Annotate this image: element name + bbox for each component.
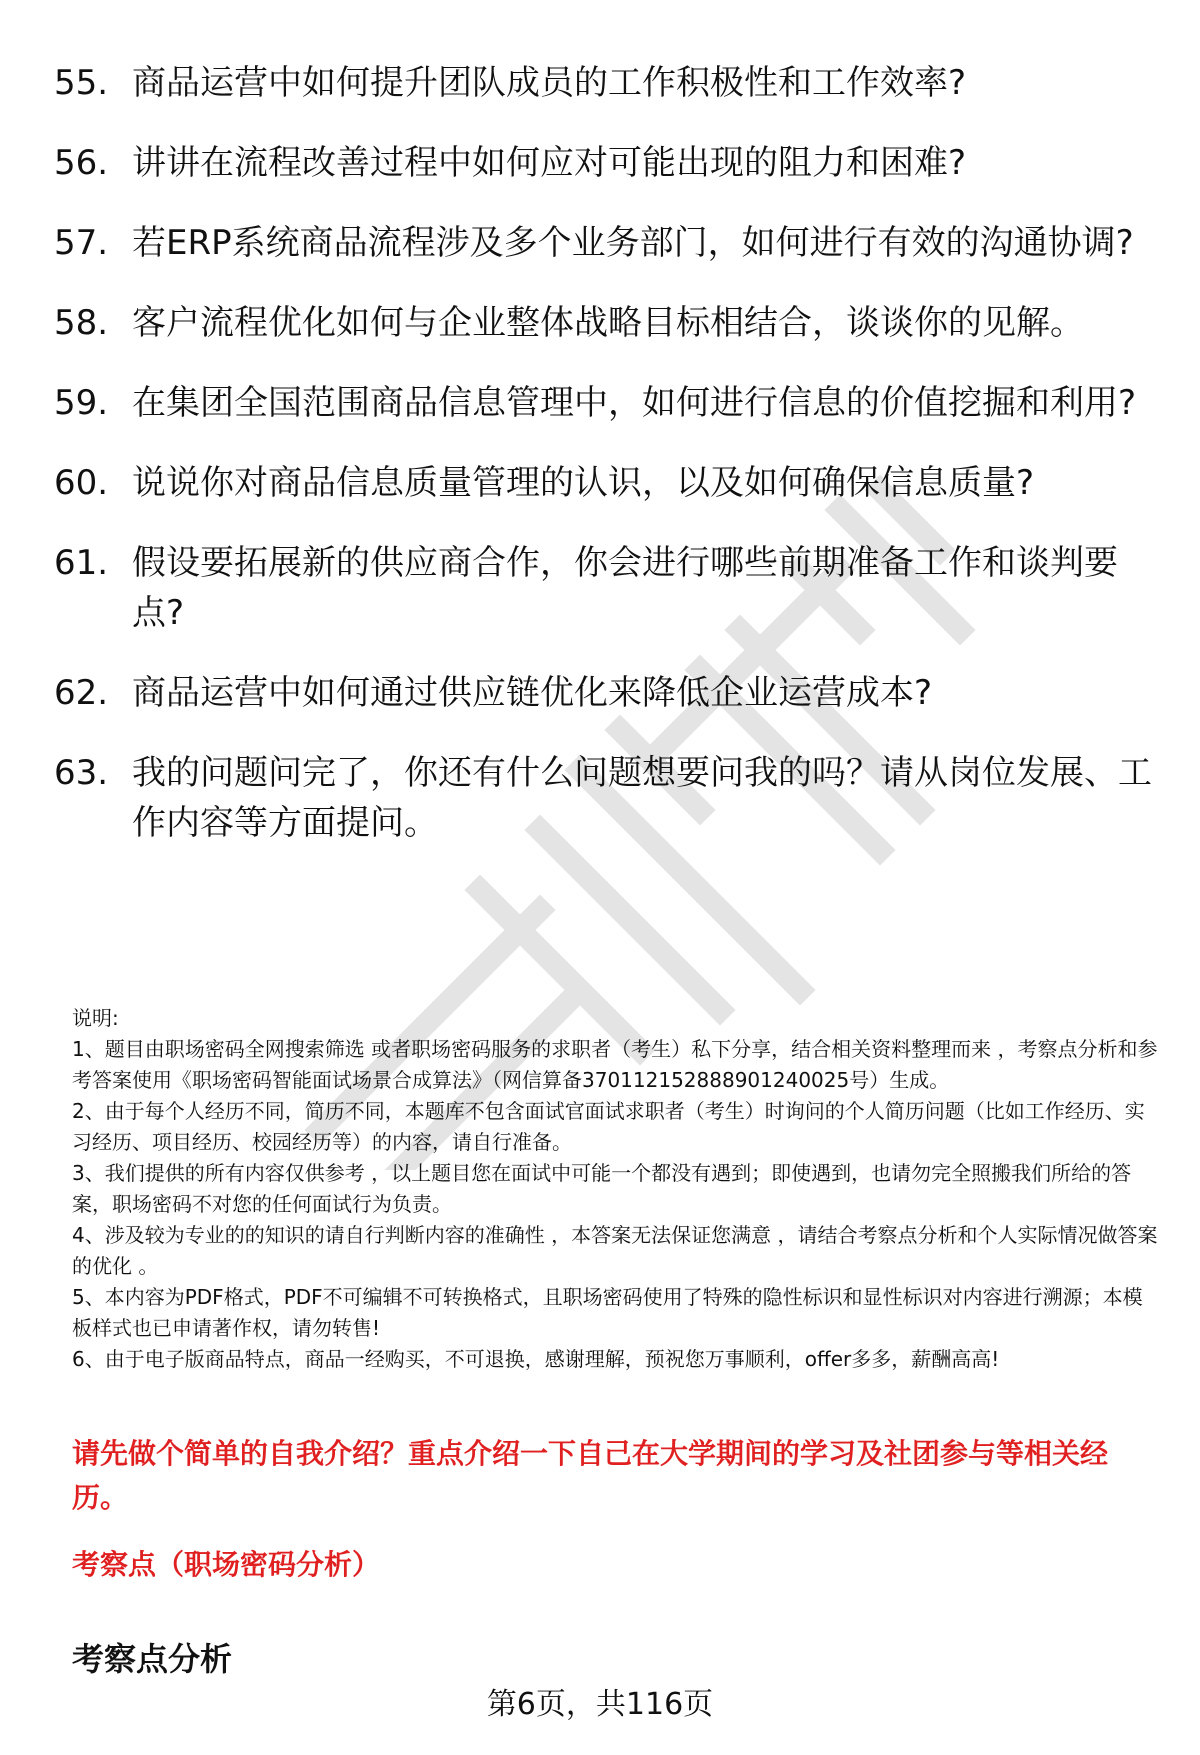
disclaimer-notes	[72, 1003, 1162, 1375]
note-item: 3、我们提供的所有内容仅供参考 ，以上题目您在面试中可能一个都没有遇到；即使遇到，也请勿完全照搬我们所给的答案，职场密码不对您的任何面试行为负责。	[72, 1161, 1132, 1216]
question-number: 59.	[54, 383, 109, 423]
notes-heading: 说明:	[72, 1006, 119, 1030]
question-number: 63.	[54, 753, 109, 793]
question-text: 我的问题问完了，你还有什么问题想要问我的吗？请从岗位发展、工作内容等方面提问。	[132, 753, 1152, 843]
question-number: 61.	[54, 543, 109, 583]
question-text: 客户流程优化如何与企业整体战略目标相结合，谈谈你的见解。	[132, 303, 1084, 343]
note-item: 4、涉及较为专业的的知识的请自行判断内容的准确性 ，本答案无法保证您满意 ，请结合考察点分析和个人实际情况做答案的优化 。	[72, 1223, 1158, 1278]
highlighted-question: 请先做个简单的自我介绍？重点介绍一下自己在大学期间的学习及社团参与等相关经历。	[72, 1437, 1109, 1514]
question-number: 60.	[54, 463, 109, 503]
question-text: 若ERP系统商品流程涉及多个业务部门，如何进行有效的沟通协调?	[132, 223, 1134, 263]
question-item	[54, 218, 1154, 268]
question-text: 商品运营中如何通过供应链优化来降低企业运营成本?	[132, 673, 933, 713]
question-item	[54, 458, 1154, 508]
question-item	[54, 138, 1154, 188]
question-text: 假设要拓展新的供应商合作，你会进行哪些前期准备工作和谈判要点?	[132, 543, 1118, 633]
question-number: 62.	[54, 673, 109, 713]
question-number: 57.	[54, 223, 109, 263]
question-text: 讲讲在流程改善过程中如何应对可能出现的阻力和困难?	[132, 143, 967, 183]
question-number: 56.	[54, 143, 109, 183]
question-item	[54, 538, 1154, 638]
question-list	[54, 58, 1154, 878]
question-text: 说说你对商品信息质量管理的认识，以及如何确保信息质量?	[132, 463, 1035, 503]
note-item: 6、由于电子版商品特点，商品一经购买，不可退换，感谢理解，预祝您万事顺利，offer多多，薪酬高高!	[72, 1347, 1000, 1371]
question-text: 商品运营中如何提升团队成员的工作积极性和工作效率?	[132, 63, 967, 103]
question-item	[54, 668, 1154, 718]
question-number: 58.	[54, 303, 109, 343]
note-item: 1、题目由职场密码全网搜索筛选 或者职场密码服务的求职者（考生）私下分享，结合相关资料整理而来 ，考察点分析和参考答案使用《职场密码智能面试场景合成算法》（网信算备370112152888901240025号）生成。	[72, 1037, 1158, 1092]
question-item	[54, 58, 1154, 108]
question-item	[54, 748, 1154, 848]
note-item: 2、由于每个人经历不同，简历不同，本题库不包含面试官面试求职者（考生）时询问的个人简历问题（比如工作经历、实习经历、项目经历、校园经历等）的内容，请自行准备。	[72, 1099, 1145, 1154]
analysis-heading: 考察点（职场密码分析）	[72, 1548, 381, 1581]
note-item: 5、本内容为PDF格式，PDF不可编辑不可转换格式，且职场密码使用了特殊的隐性标识和显性标识对内容进行溯源；本模板样式也已申请著作权，请勿转售!	[72, 1285, 1143, 1340]
question-number: 55.	[54, 63, 109, 103]
question-item	[54, 378, 1154, 428]
section-heading: 考察点分析	[72, 1640, 233, 1678]
question-item	[54, 298, 1154, 348]
page-footer: 第6页，共116页	[486, 1687, 714, 1722]
question-text: 在集团全国范围商品信息管理中，如何进行信息的价值挖掘和利用?	[132, 383, 1137, 423]
